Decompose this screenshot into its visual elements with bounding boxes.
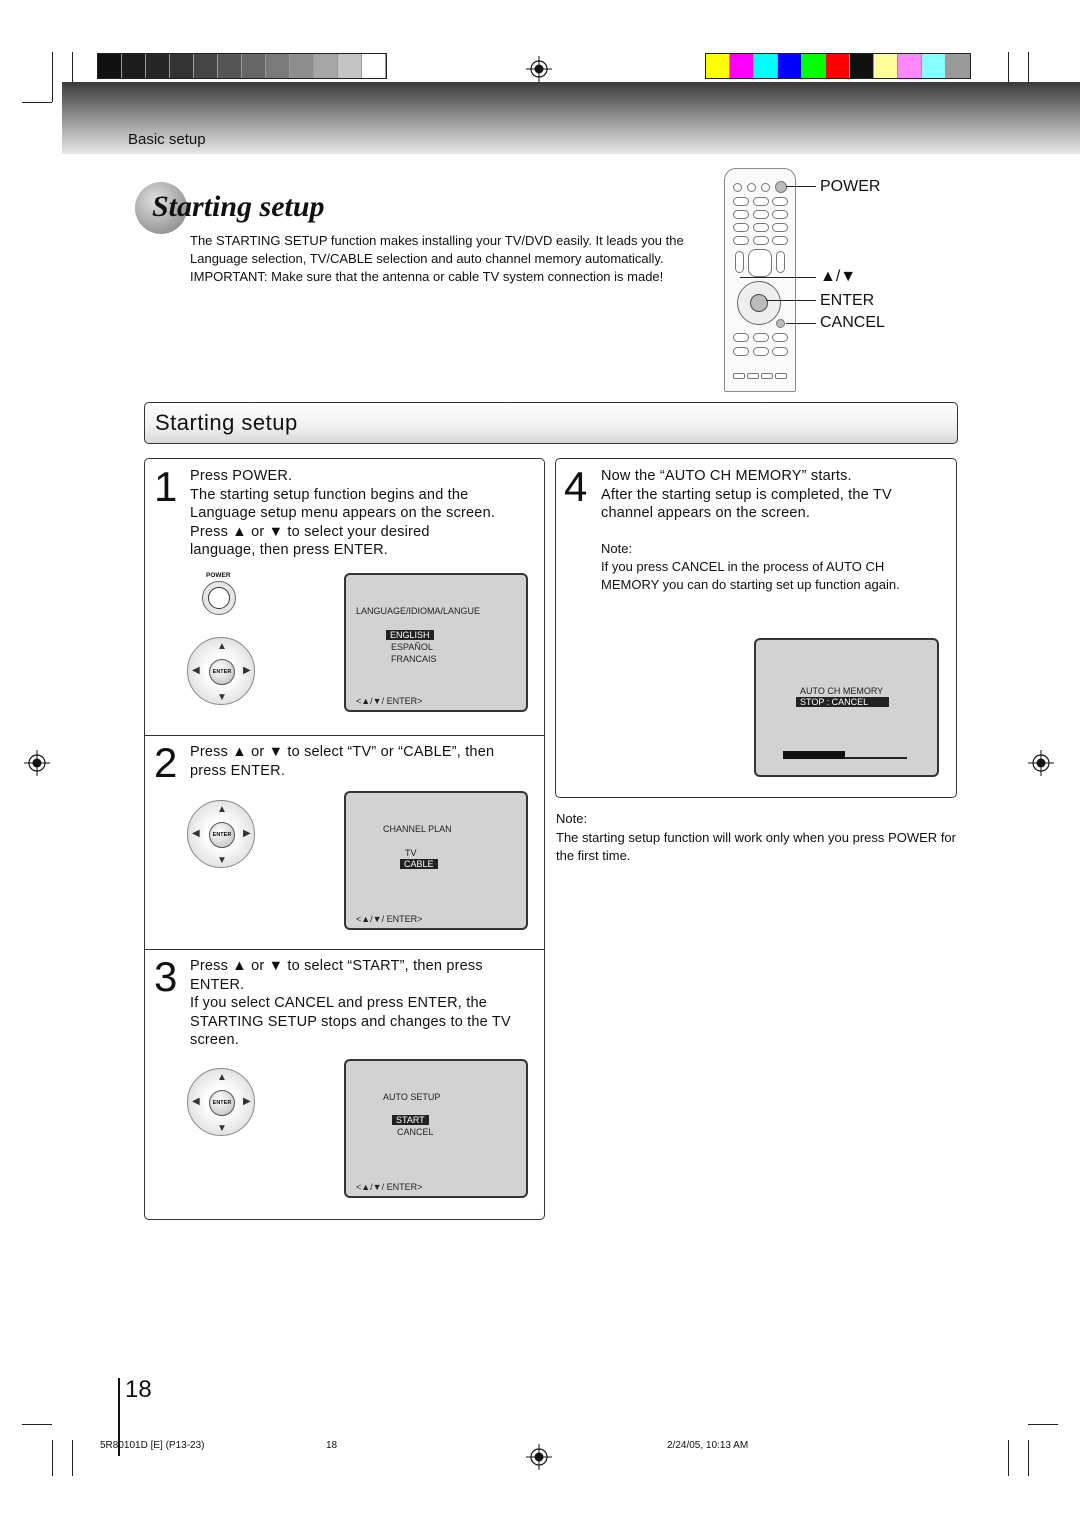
- tv-screen-language: [344, 573, 528, 712]
- crop-mark: [1008, 1440, 1009, 1476]
- power-button-icon: [775, 181, 787, 193]
- step-line: Now the “AUTO CH MEMORY” starts.: [601, 468, 852, 484]
- step-line: Press ▲ or ▼ to select your desired: [190, 523, 430, 540]
- step-number: 4: [564, 463, 588, 510]
- color-swatch: [242, 54, 266, 78]
- note-label: Note:: [601, 541, 633, 556]
- step-line: Language setup menu appears on the screen.: [190, 505, 496, 521]
- color-swatch: [802, 54, 826, 78]
- color-swatch: [874, 54, 898, 78]
- step-line: ENTER.: [190, 976, 245, 993]
- screen-title: LANGUAGE/IDIOMA/LANGUE: [356, 606, 481, 616]
- bottom-note-text: The starting setup function will work only when you press POWER for the first time.: [556, 830, 956, 863]
- footer-page: 18: [326, 1440, 338, 1451]
- note-line: If you press CANCEL in the process of AUTO CH: [601, 559, 885, 574]
- registration-mark-icon: [1028, 750, 1054, 776]
- remote-label-arrows: ▲/▼: [820, 268, 857, 285]
- power-leader-line: [786, 186, 816, 187]
- step-number: 2: [154, 739, 178, 786]
- color-swatch: [266, 54, 290, 78]
- step-line: Press POWER.: [190, 468, 293, 484]
- color-swatch: [922, 54, 946, 78]
- screen-title: AUTO SETUP: [383, 1092, 441, 1102]
- step-divider: [145, 735, 544, 736]
- color-swatch: [946, 54, 970, 78]
- cancel-button-icon: [776, 319, 785, 328]
- step-line: Press ▲ or ▼ to select “TV” or “CABLE”, then: [190, 744, 495, 760]
- color-swatch: [706, 54, 730, 78]
- enter-button-label: ENTER: [209, 1090, 235, 1116]
- enter-button-label: ENTER: [209, 822, 235, 848]
- step-divider: [145, 949, 544, 950]
- registration-mark-icon: [24, 750, 50, 776]
- grayscale-calibration-bar: [97, 53, 387, 79]
- footer-date: 2/24/05, 10:13 AM: [667, 1440, 749, 1451]
- page-title: Starting setup: [152, 190, 325, 223]
- step-line: After the starting setup is completed, the TV: [601, 486, 892, 503]
- section-title: Starting setup: [155, 410, 298, 435]
- screen-hint: <▲/▼/ ENTER>: [356, 696, 423, 706]
- crop-mark: [22, 1424, 52, 1425]
- intro-paragraph: The STARTING SETUP function makes installing your TV/DVD easily. It leads you the Language selection, TV/CABLE selection and auto channel memory automatically.: [190, 233, 684, 266]
- step-line: language, then press ENTER.: [190, 542, 389, 558]
- step-line: STARTING SETUP stops and changes to the TV: [190, 1013, 511, 1030]
- page-number: 18: [125, 1376, 152, 1403]
- power-button-label: POWER: [206, 572, 231, 579]
- section-header-box: [144, 402, 958, 444]
- enter-dpad-icon: ▲ ▼ ◀ ▶ ENTER: [187, 800, 255, 868]
- screen-selected-option: STOP : CANCEL: [796, 697, 889, 707]
- screen-title: AUTO CH MEMORY: [800, 686, 884, 696]
- screen-option: CANCEL: [397, 1127, 434, 1137]
- step-line: screen.: [190, 1032, 239, 1048]
- step-number: 1: [154, 463, 178, 510]
- footer-code: 5R80101D [E] (P13-23): [100, 1440, 205, 1451]
- intro-text: [190, 232, 700, 286]
- color-swatch: [170, 54, 194, 78]
- tv-screen-auto-ch-memory: [754, 638, 939, 777]
- power-button-icon: [202, 581, 236, 615]
- crop-mark: [22, 102, 52, 103]
- enter-leader-line: [766, 300, 816, 301]
- screen-option: FRANCAIS: [391, 654, 437, 664]
- color-swatch: [146, 54, 170, 78]
- step-line: If you select CANCEL and press ENTER, the: [190, 995, 487, 1011]
- step-line: channel appears on the screen.: [601, 505, 811, 521]
- color-swatch: [826, 54, 850, 78]
- remote-control-illustration: [724, 168, 796, 392]
- step-4-text: [601, 467, 951, 523]
- important-paragraph: IMPORTANT: Make sure that the antenna or cable TV system connection is made!: [190, 269, 664, 284]
- color-swatch: [218, 54, 242, 78]
- color-calibration-bar: [705, 53, 971, 79]
- enter-dpad-icon: ▲ ▼ ◀ ▶ ENTER: [187, 637, 255, 705]
- color-swatch: [338, 54, 362, 78]
- remote-label-cancel: CANCEL: [820, 314, 885, 331]
- color-swatch: [730, 54, 754, 78]
- arrows-leader-line: [740, 277, 816, 278]
- screen-option: TV: [405, 848, 417, 858]
- crop-mark: [72, 1440, 73, 1476]
- step-number: 3: [154, 953, 178, 1000]
- screen-option: ESPAÑOL: [391, 642, 433, 652]
- crop-mark: [52, 1440, 53, 1476]
- color-swatch: [778, 54, 802, 78]
- screen-selected-option: START: [392, 1115, 429, 1125]
- step-2-text: [190, 743, 540, 780]
- crop-mark: [52, 52, 53, 102]
- enter-button-label: ENTER: [209, 659, 235, 685]
- step-4-note: [601, 558, 951, 594]
- enter-button-icon: [750, 294, 768, 312]
- registration-mark-icon: [526, 56, 552, 82]
- step-3-text: [190, 957, 540, 1050]
- color-swatch: [290, 54, 314, 78]
- header-band: [62, 82, 1080, 154]
- note-label: Note:: [556, 811, 588, 826]
- registration-mark-icon: [526, 1444, 552, 1470]
- screen-hint: <▲/▼/ ENTER>: [356, 914, 423, 924]
- color-swatch: [194, 54, 218, 78]
- tv-screen-channel-plan: [344, 791, 528, 930]
- note-line: MEMORY you can do starting set up function again.: [601, 577, 900, 592]
- screen-hint: <▲/▼/ ENTER>: [356, 1182, 423, 1192]
- remote-label-enter: ENTER: [820, 292, 875, 309]
- color-swatch: [850, 54, 874, 78]
- section-label: Basic setup: [128, 131, 206, 148]
- color-swatch: [754, 54, 778, 78]
- color-swatch: [98, 54, 122, 78]
- color-swatch: [122, 54, 146, 78]
- progress-bar: [783, 751, 845, 759]
- step-1-text: [190, 467, 540, 560]
- tv-screen-auto-setup: [344, 1059, 528, 1198]
- crop-mark: [1028, 1424, 1058, 1425]
- remote-label-power: POWER: [820, 178, 881, 195]
- color-swatch: [314, 54, 338, 78]
- cancel-leader-line: [786, 323, 816, 324]
- screen-title: CHANNEL PLAN: [383, 824, 452, 834]
- step-line: Press ▲ or ▼ to select “START”, then press: [190, 958, 483, 974]
- color-swatch: [362, 54, 386, 78]
- screen-selected-option: ENGLISH: [386, 630, 434, 640]
- crop-mark: [1028, 1440, 1029, 1476]
- screen-selected-option: CABLE: [400, 859, 438, 869]
- color-swatch: [898, 54, 922, 78]
- enter-dpad-icon: ▲ ▼ ◀ ▶ ENTER: [187, 1068, 255, 1136]
- step-line: The starting setup function begins and the: [190, 486, 469, 503]
- step-line: press ENTER.: [190, 762, 286, 779]
